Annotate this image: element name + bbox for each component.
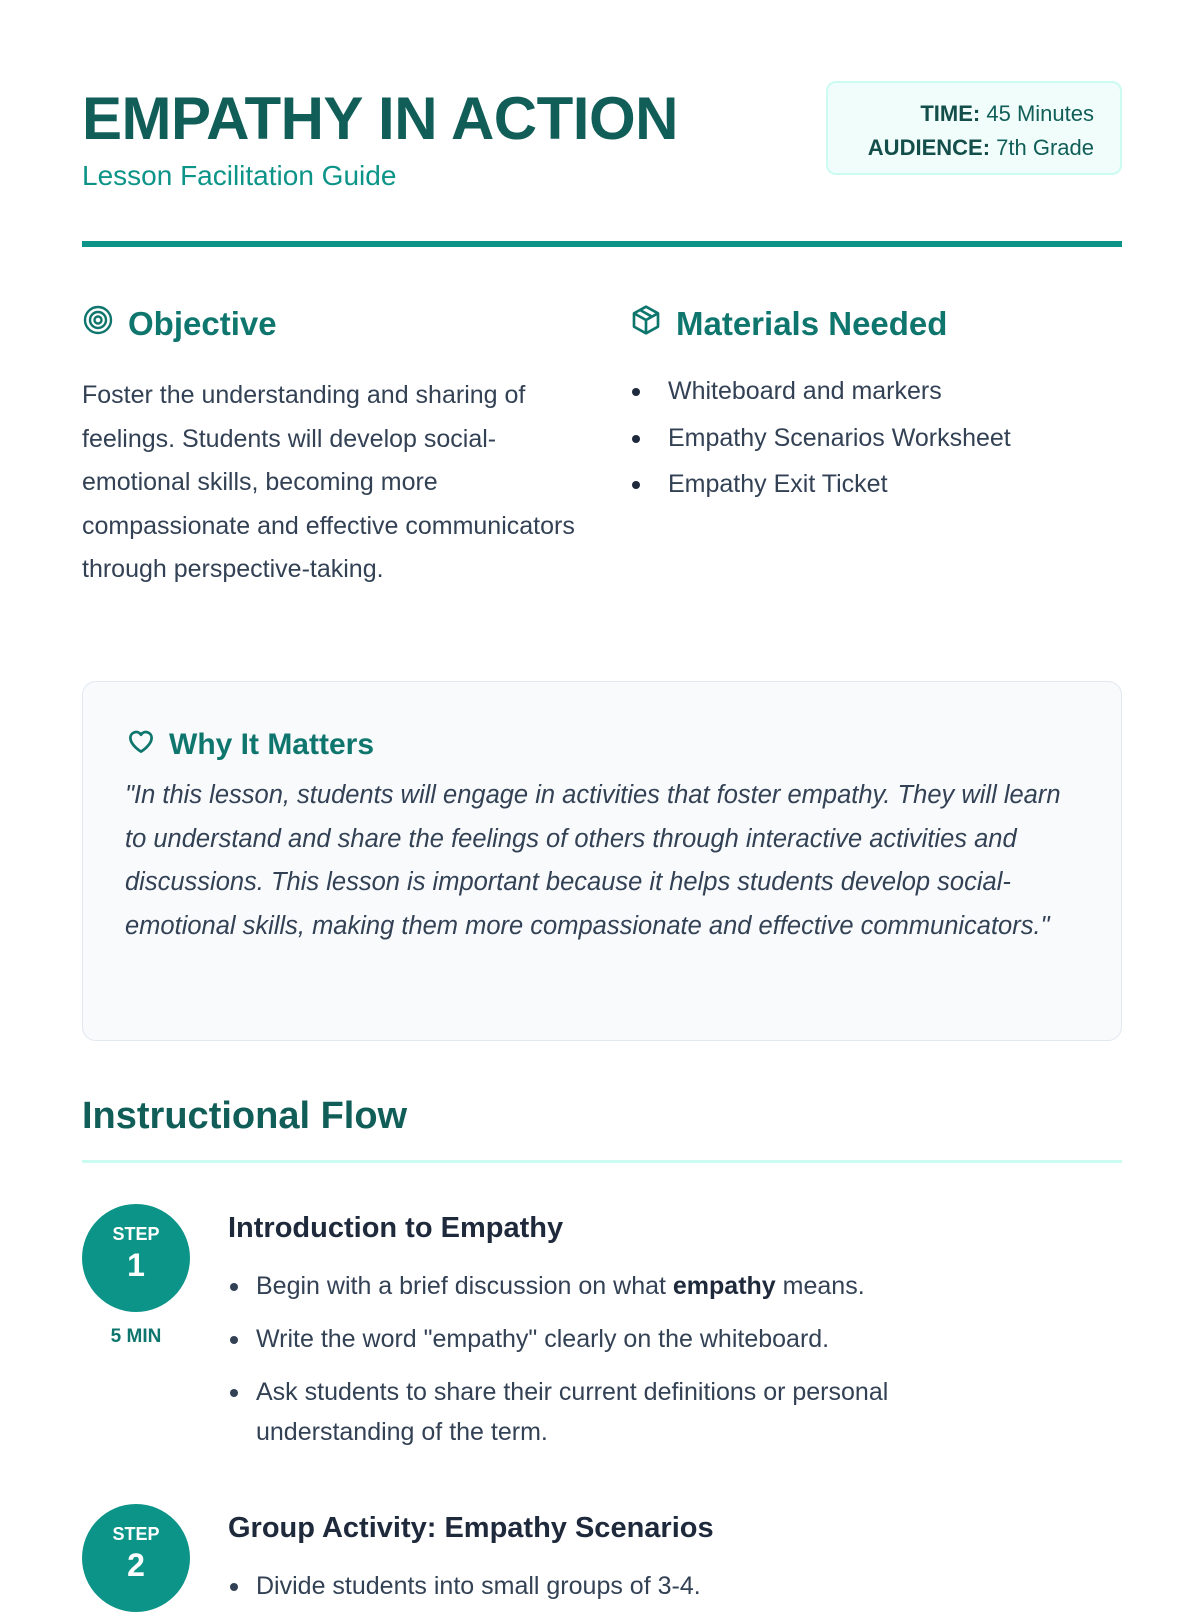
step-title: Introduction to Empathy [228,1212,564,1244]
materials-section [630,304,1122,508]
materials-list [630,368,1122,508]
page-title: EMPATHY IN ACTION [82,85,678,152]
step-bullet [228,1266,1048,1306]
step-number: 2 [127,1547,145,1583]
objective-text: Foster the understanding and sharing of feelings. Students will develop social-emotional skills, becoming more compassionate and effective communicators through perspective-taking. [82,381,575,583]
heart-icon [125,726,157,764]
step-label: STEP [112,1224,160,1244]
step-duration: 5 MIN [110,1326,162,1347]
bullet-bold-term: empathy [672,1272,776,1300]
step-title: Group Activity: Empathy Scenarios [228,1512,714,1544]
step-badge [82,1504,190,1612]
flow-divider [82,1160,1122,1163]
lesson-meta-card [826,81,1122,175]
step-bullet: Ask students to share their current definitions or personal understanding of the term. [228,1372,1048,1452]
instructional-flow-heading: Instructional Flow [82,1095,408,1137]
time-value: 45 Minutes [986,101,1094,126]
header-divider [82,241,1122,247]
step-label: STEP [112,1524,160,1544]
header [82,80,1122,250]
material-item: Whiteboard and markers [630,368,1122,415]
target-icon [82,304,114,344]
step-number: 1 [127,1247,145,1283]
package-icon [630,304,662,344]
why-heading: Why It Matters [169,728,375,761]
step-bullet: Divide students into small groups of 3-4. [228,1566,1048,1606]
audience-label: AUDIENCE: [867,135,991,160]
audience-row [828,131,1094,165]
material-item: Empathy Exit Ticket [630,461,1122,508]
materials-heading: Materials Needed [676,305,948,342]
bullet-text: means. [775,1272,865,1300]
objective-heading: Objective [128,305,277,342]
why-it-matters-box [82,681,1122,1041]
page-subtitle: Lesson Facilitation Guide [82,160,397,191]
material-item: Empathy Scenarios Worksheet [630,415,1122,462]
step-bullet: Write the word "empathy" clearly on the whiteboard. [228,1319,1048,1359]
step-bullets [228,1566,1048,1619]
time-label: TIME: [920,101,981,126]
bullet-text: Begin with a brief discussion on what [256,1272,673,1300]
step-badge [82,1204,190,1312]
step-bullets [228,1266,1048,1465]
time-row [828,97,1094,131]
audience-value: 7th Grade [996,135,1094,160]
why-quote: "In this lesson, students will engage in activities that foster empathy. They will learn to understand and share the feelings of others through interactive activities and discussions. This lesson is important because it helps students develop social-emotional skills, making them more compassionate and effective communicators." [125,781,1061,940]
objective-section [82,304,582,592]
